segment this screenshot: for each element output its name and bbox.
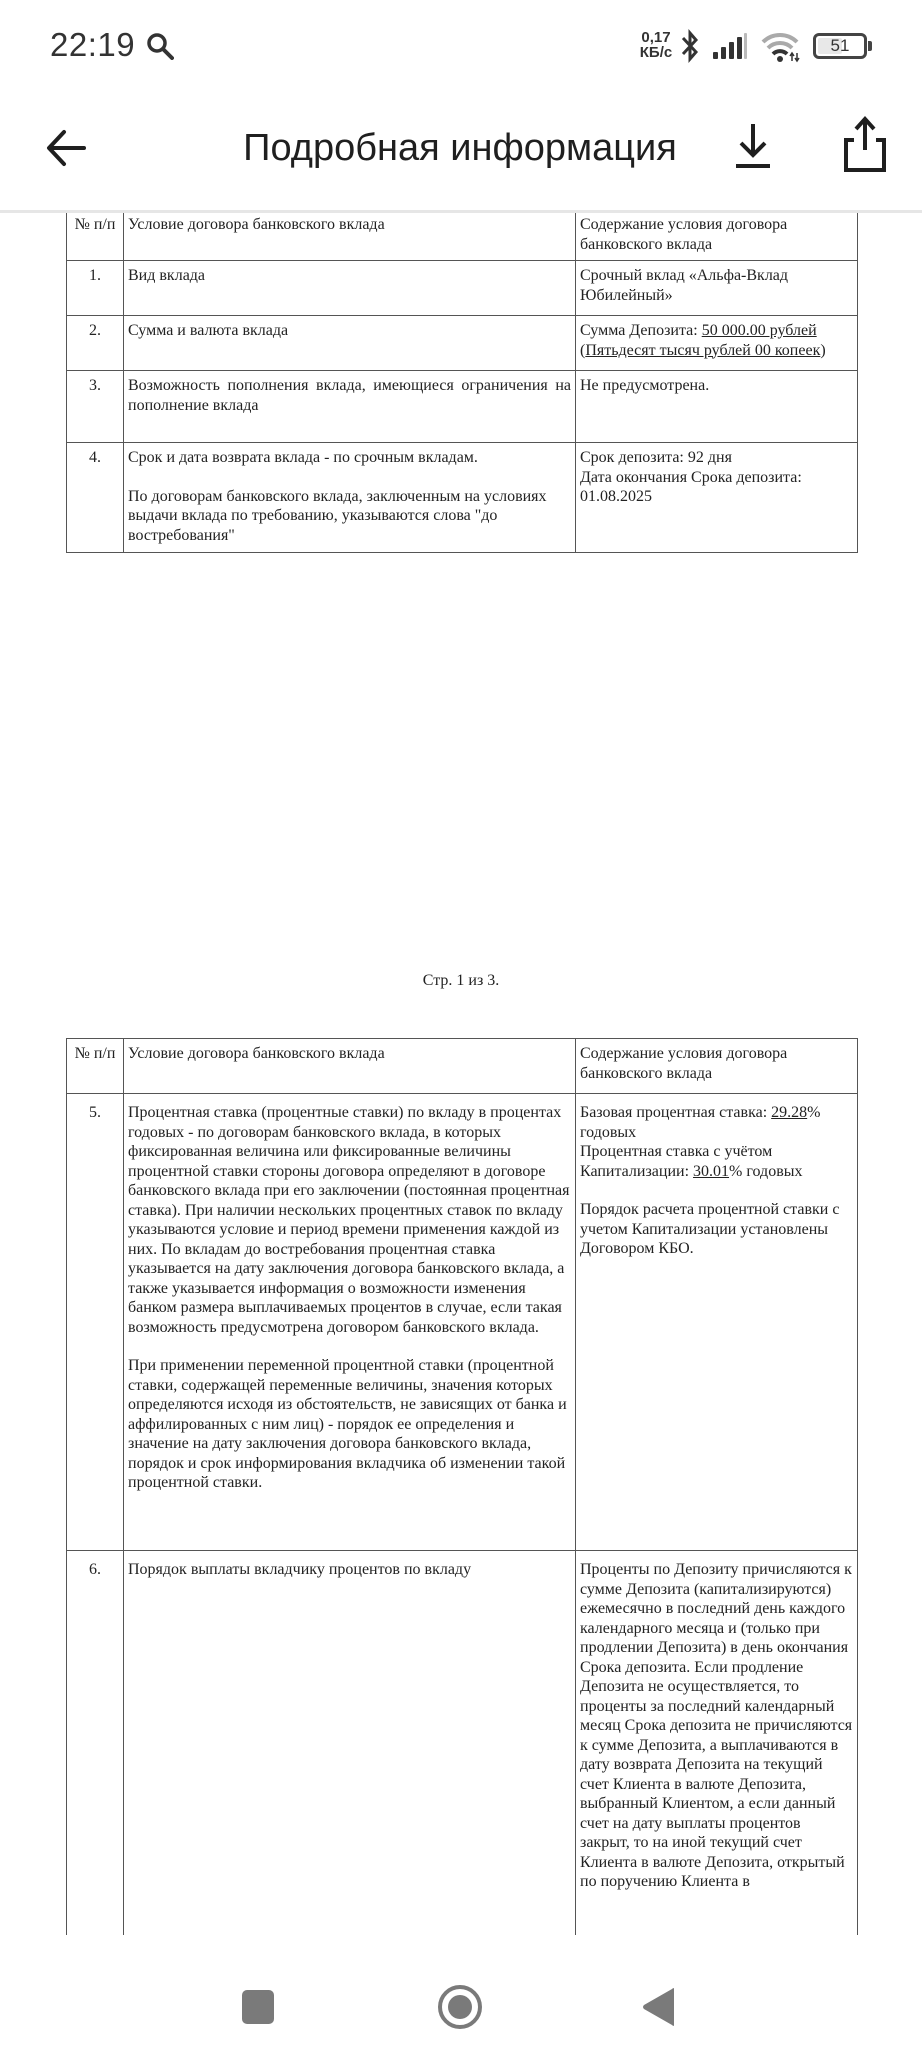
header-condition: Условие договора банковского вклада bbox=[124, 210, 576, 261]
paren-close: ) bbox=[820, 341, 826, 359]
end-date: 01.08.2025 bbox=[580, 488, 652, 505]
cap-rate bbox=[580, 1142, 853, 1181]
condition-text: Процентная ставка (процентные ставки) по вкладу в процентах годовых - по договорам банковского вклада, в которых фиксированная величина или фиксированные величины процентной ставки стороны договора определяют в договоре банковского вклада при его заключении (постоянная процентная ставка). При наличии нескольких процентных ставок по вкладу указываются условие и период времени применения каждой из них. По вкладам до востребования процентная ставка указывается на дату заключения договора банковского вклада, а также указывается информация о возможности изменения банком размера выплачиваемых процентов в случае, если такая возможность предусмотрена договором банковского вклада. bbox=[128, 1104, 570, 1336]
row-num: 5. bbox=[67, 1094, 124, 1551]
network-speed-unit: КБ/с bbox=[639, 44, 673, 61]
page-number: Стр. 1 из 3. bbox=[422, 972, 500, 989]
circle-icon[interactable] bbox=[436, 1983, 484, 2031]
row-content bbox=[576, 443, 858, 553]
share-icon[interactable] bbox=[836, 114, 894, 176]
status-time: 22:19 bbox=[50, 26, 136, 63]
square-icon[interactable] bbox=[242, 1990, 274, 2024]
condition-note: При применении переменной процентной ставки (процентной ставки, содержащей переменные величины, значения которых определяются исходя из обстоятельств, не зависящих от банка и аффилированных с ним лиц) - порядок ее определения и значение на дату заключения договора банковского вклада, порядок и срок информирования вкладчика об изменении такой процентной ставки. bbox=[128, 1357, 567, 1491]
base-rate-label: Базовая процентная ставка: bbox=[580, 1104, 772, 1121]
deposit-amount-words: Пятьдесят тысяч рублей 00 копеек bbox=[585, 341, 821, 359]
row-content: Срочный вклад «Альфа-Вклад Юбилейный» bbox=[576, 261, 858, 316]
triangle-back-icon[interactable] bbox=[640, 1987, 676, 2027]
status-bar bbox=[0, 0, 922, 92]
row-num: 1. bbox=[67, 261, 124, 316]
row-condition: Возможность пополнения вклада, имеющиеся ограничения на пополнение вклада bbox=[124, 371, 576, 443]
battery-cap bbox=[868, 41, 872, 51]
base-rate-value: 29.28 bbox=[771, 1104, 808, 1121]
row-num: 4. bbox=[67, 443, 124, 553]
header-num: № п/п bbox=[67, 1039, 124, 1094]
deposit-amount-label: Сумма Депозита: bbox=[580, 322, 702, 339]
header-content: Содержание условия договора банковского вклада bbox=[576, 210, 858, 261]
row-condition: Сумма и валюта вклада bbox=[124, 316, 576, 371]
base-rate-suffix: % годовых bbox=[580, 1104, 821, 1141]
condition-text: Срок и дата возврата вклада - по срочным вкладам. bbox=[128, 449, 478, 466]
table-row bbox=[67, 443, 858, 553]
deposit-terms-table-page2 bbox=[66, 1038, 858, 1935]
row-num: 2. bbox=[67, 316, 124, 371]
search-icon bbox=[146, 32, 174, 60]
row-content: Проценты по Депозиту причисляются к сумме Депозита (капитализируются) ежемесячно в последний день каждого календарного месяца и (только при продлении Депозита) в день окончания Срока депозита. Если продление Депозита не осуществляется, то проценты за последний календарный месяц Срока депозита не причисляются к сумме Депозита, а выплачиваются в дату возврата Депозита на текущий счет Клиента в валюте Депозита, выбранный Клиентом, а если данный счет на дату выплаты процентов закрыт, то на иной текущий счет Клиента в валюте Депозита, открытый по поручению Клиента в bbox=[576, 1551, 858, 1936]
download-icon[interactable] bbox=[724, 118, 782, 176]
row-condition bbox=[124, 1094, 576, 1551]
app-bar bbox=[0, 92, 922, 213]
paren-open: ( bbox=[580, 341, 586, 359]
table-row bbox=[67, 1094, 858, 1551]
system-navigation-bar bbox=[0, 1935, 922, 2048]
row-condition bbox=[124, 443, 576, 553]
arrow-left-icon[interactable] bbox=[40, 122, 92, 174]
row-content: Не предусмотрена. bbox=[576, 371, 858, 443]
page-title: Подробная информация bbox=[243, 127, 677, 169]
table-header-row bbox=[67, 210, 858, 261]
deposit-amount: 50 000.00 рублей bbox=[701, 322, 817, 339]
wifi-icon bbox=[760, 30, 800, 64]
header-num: № п/п bbox=[67, 210, 124, 261]
row-condition: Вид вклада bbox=[124, 261, 576, 316]
row-num: 3. bbox=[67, 371, 124, 443]
battery-level: 51 bbox=[830, 36, 850, 55]
deposit-terms-table-page1 bbox=[66, 210, 858, 553]
header-condition: Условие договора банковского вклада bbox=[124, 1039, 576, 1094]
row-content bbox=[576, 1094, 858, 1551]
document-viewer[interactable] bbox=[0, 210, 922, 1935]
table-row bbox=[67, 371, 858, 443]
condition-note: По договорам банковского вклада, заключенным на условиях выдачи вклада по требованию, указываются слова "до востребования" bbox=[128, 487, 547, 544]
cap-rate-value: 30.01 bbox=[693, 1162, 730, 1180]
rate-note: Порядок расчета процентной ставки с учетом Капитализации установлены Договором КБО. bbox=[580, 1201, 840, 1257]
table-header-row bbox=[67, 1039, 858, 1094]
cap-rate-suffix: % годовых bbox=[729, 1162, 803, 1180]
bluetooth-icon bbox=[680, 28, 700, 64]
network-speed-value: 0,17 bbox=[641, 29, 671, 46]
table-row bbox=[67, 261, 858, 316]
row-content bbox=[576, 316, 858, 371]
header-content: Содержание условия договора банковского вклада bbox=[576, 1039, 858, 1094]
row-condition: Порядок выплаты вкладчику процентов по вкладу bbox=[124, 1551, 576, 1936]
network-speed bbox=[636, 30, 676, 60]
cellular-signal-icon bbox=[712, 32, 748, 60]
end-date-label: Дата окончания Срока депозита: bbox=[580, 468, 802, 486]
base-rate bbox=[580, 1103, 853, 1142]
deposit-term: Срок депозита: 92 дня bbox=[580, 449, 732, 466]
table-row bbox=[67, 1551, 858, 1936]
row-num: 6. bbox=[67, 1551, 124, 1936]
cap-rate-label: Процентная ставка с учётом Капитализации: bbox=[580, 1143, 773, 1180]
table-row bbox=[67, 316, 858, 371]
battery-icon bbox=[813, 33, 867, 59]
